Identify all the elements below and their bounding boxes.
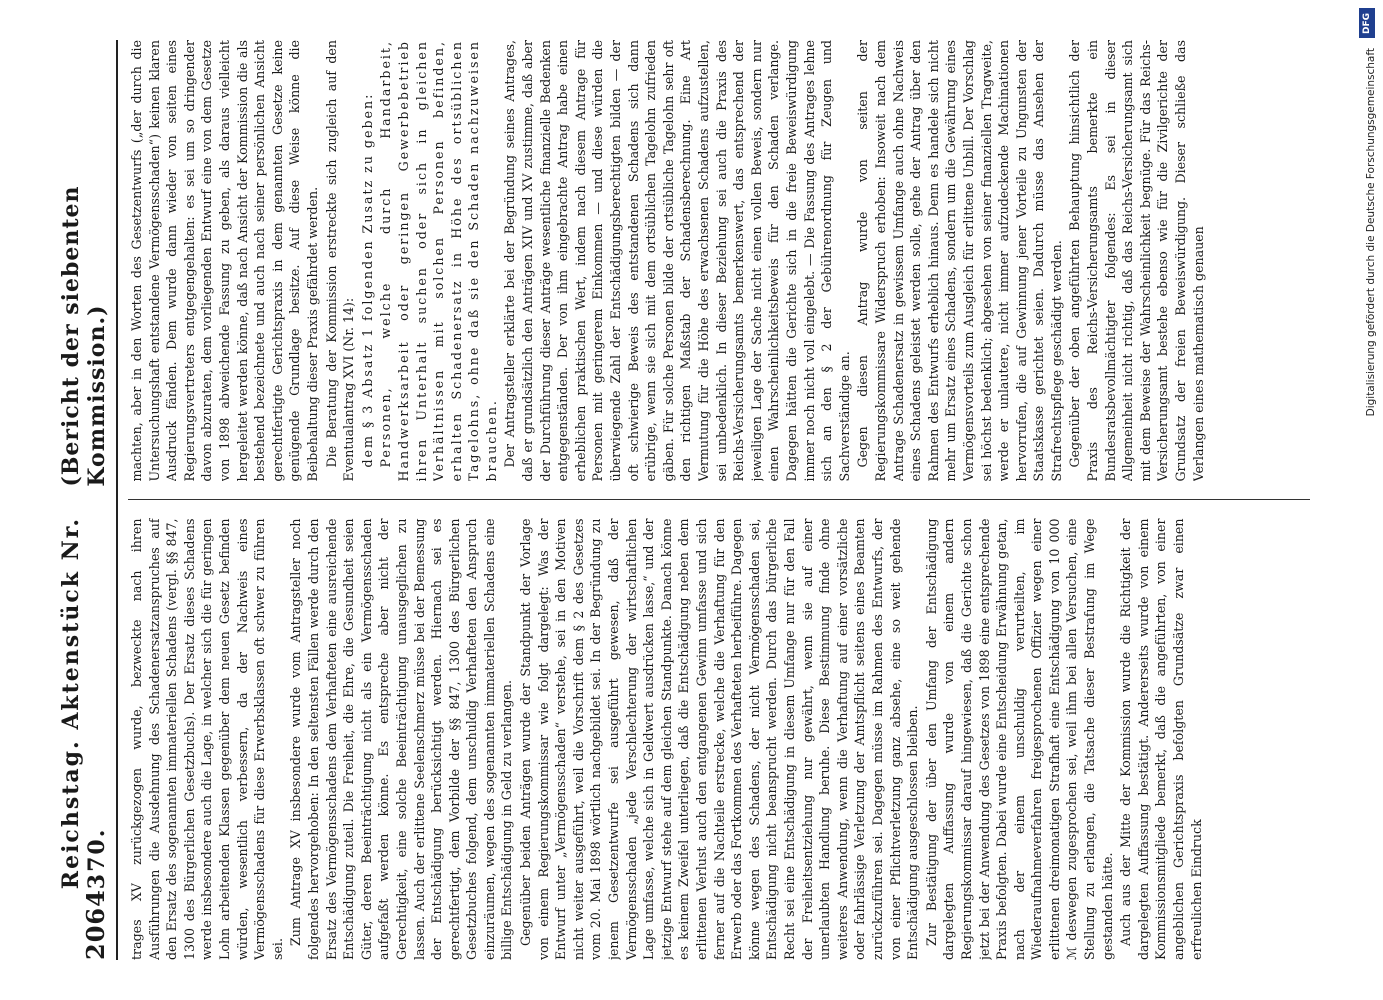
paragraph: machten, aber in den Worten des Gesetzentwurfs („der durch die Untersuchungshaft entstandene Vermögensschaden“) keinen klaren Ausdruck fänden. Dem wurde dann wieder von seiten eines Regierungsvertreters entgegengehalten: es sei um so dringender davon abzuraten, dem vorliegenden Entwurf eine von dem Gesetze von 1898 abweichende Fassung zu geben, als daraus vielleicht hergeleitet werden könne, daß nach Ansicht der Kommission die als bestehend bezeichnete und auch nach seiner persönlichen Ansicht gerechtfertigte Gerichtspraxis in dem genannten Gesetze keine genügende Grundlage besitze. Auf diese Weise könne die Beibehaltung dieser Praxis gefährdet werden. xyxy=(129,40,320,482)
quote-intro: dem § 3 Absatz 1 folgenden Zusatz zu geben: xyxy=(359,92,375,468)
dfg-logo: DFG xyxy=(1359,8,1375,38)
paragraph: Gegen diesen Antrag wurde von seiten der Regierungskommissare Widerspruch erhoben: Insoweit nach dem Antrage Schadenersatz in gewissem Umfange auch ohne Nachweis eines Schadens geleistet werden solle, gehe der Antrag über den Rahmen des Entwurfs erheblich hinaus. Denn es handele sich nicht mehr um Ersatz eines Schadens, sondern um die Gewährung eines Vermögensvorteils zum Ausgleich für erlittene Unbill. Der Vorschlag sei höchst bedenklich; abgesehen von seiner finanziellen Tragweite, werde er unlautere, nicht immer aufzudeckende Machinationen hervorrufen, die auf Gewinnung jener Vorteile zu Ungunsten der Staatskasse gerichtet seien. Dadurch müsse das Ansehen der Strafrechtspflege geschädigt werden. xyxy=(855,40,1064,482)
paragraph: Der Antragsteller erklärte bei der Begründung seines Antrages, daß er grundsätzlich den Anträgen XIV und XV zustimme, daß aber der Durchführung dieser Anträge wesentliche finanzielle Bedenken entgegenständen. Der von ihm eingebrachte Antrag habe einen erheblichen praktischen Wert, indem nach diesem Antrage für Personen mit geringerem Einkommen — und diese würden die überwiegende Zahl der Entschädigungsberechtigten bilden — der oft schwierige Beweis des entstandenen Schadens sich dann erübrige, wenn sie sich mit dem ortsüblichen Tagelohn zufrieden gäben. Für solche Personen bilde der ortsübliche Tagelohn sehr oft den richtigen Maßstab der Schadensberechnung. Eine Art Vermutung für die Höhe des erwachsenen Schadens aufzustellen, sei unbedenklich. In dieser Beziehung sei auch die Praxis des Reichs-Versicherungsamts bemerkenswert, das entsprechend der jeweiligen Lage der Sache nicht einen vollen Beweis, sondern nur einen Wahrscheinlichkeitsbeweis für den Schaden verlange. Dagegen hätten die Gerichte sich in die freie Beweiswürdigung immer noch nicht voll eingelebt. — Die Fassung des Antrages lehne sich an den § 2 der Gebührenordnung für Zeugen und Sachverständige an. xyxy=(502,40,852,482)
section-title: (Bericht der siebenten Kommission.) xyxy=(58,185,110,487)
paragraph: Auch aus der Mitte der Kommission wurde die Richtigkeit der dargelegten Auffassung bestätigt. Andererseits wurde von einem Kommissionsmitgliede bemerkt, daß die angeführten, von einer angeblichen Gerichtspraxis befolgten Grundsätze zwar einen erfreulichen Eindruck xyxy=(1118,518,1204,960)
digitization-note: Digitalisierung gefördert durch die Deutsche Forschungsgemeinschaft xyxy=(1365,48,1377,417)
text-columns xyxy=(128,40,1310,960)
page-number: 2064 xyxy=(81,889,110,960)
left-column xyxy=(128,519,1310,961)
paragraph: Gegenüber beiden Anträgen wurde der Standpunkt der Vorlage von einem Regierungskommissar wie folgt dargelegt: Was der Entwurf unter „Vermögensschaden“ verstehe, sei in den Motiven nicht weiter ausgeführt, weil die Vorschrift dem § 2 des Gesetzes vom 20. Mai 1898 wörtlich nachgebildet sei. In der Begründung zu jenem Gesetzentwurfe sei ausgeführt gewesen, daß der Vermögensschaden „jede Verschlechterung der wirtschaftlichen Lage umfasse, welche sich in Geldwert ausdrücken lasse,“ und der jetzige Entwurf stehe auf dem gleichen Standpunkte. Danach könne es keinem Zweifel unterliegen, daß die Entschädigung neben dem erlittenen Verlust auch den entgangenen Gewinn umfasse und sich ferner auf die Nachteile erstrecke, welche die Verhaftung für den Erwerb oder das Fortkommen des Verhafteten herbeiführe. Dagegen könne wegen des Schadens, der nicht Vermögensschaden sei, Entschädigung nicht beansprucht werden. Durch das bürgerliche Recht sei eine Entschädigung in diesem Umfange nur für den Fall der Freiheitsentziehung nur gewährt, wenn sie auf einer unerlaubten Handlung beruhe. Diese Bestimmung finde ohne weiteres Anwendung, wenn die Verhaftung auf einer vorsätzliche oder fahrlässige Verletzung der Amtspflicht seitens eines Beamten zurückzuführen sei. Dagegen müsse im Rahmen des Entwurfs, der von einer Pflichtverletzung ganz absehe, eine so weit gehende Entschädigung ausgeschlossen bleiben. xyxy=(518,518,921,960)
column-divider xyxy=(128,500,1310,501)
paragraph: Die Beratung der Kommission erstreckte sich zugleich auf den Eventualantrag XVI (Nr. 14): xyxy=(323,40,357,482)
running-title: Reichstag. Aktenstück Nr. 370. xyxy=(58,517,110,890)
paragraph: Gegenüber der oben angeführten Behauptung hinsichtlich der Praxis des Reichs-Versicherungsamts bemerkte ein Bundesratsbevollmächtigter folgendes: Es sei in dieser Allgemeinheit nicht richtig, daß das Reichs-Versicherungsamt sich mit dem Beweise der Wahrscheinlichkeit begnüge. Für das Reichs-Versicherungsamt bestehe ebenso wie für die Zivilgerichte der Grundsatz der freien Beweiswürdigung. Dieser schließe das Verlangen eines mathematisch genauen xyxy=(1067,40,1206,482)
paragraph: Zur Bestätigung der über den Umfang der Entschädigung dargelegten Auffassung wurde von einem andern Regierungskommissar darauf hingewiesen, daß die Gerichte schon jetzt bei der Anwendung des Gesetzes von 1898 eine entsprechende Praxis befolgten. Dabei wurde eine Entscheidung Erwähnung getan, nach der einem unschuldig verurteilten, im Wiederaufnahmeverfahren freigesprochenen Offizier wegen einer erlittenen dreimonatigen Strafhaft eine Entschädigung von 10 000 ℳ deswegen zugesprochen sei, weil ihm bei allen Versuchen, eine Stellung zu erlangen, die Tatsache dieser Bestrafung im Wege gestanden hätte. xyxy=(923,518,1115,960)
page-header xyxy=(58,40,118,960)
paragraph: trages XV zurückgezogen wurde, bezweckte nach ihren Ausführungen die Ausdehnung des Schadenersatzanspruches auf den Ersatz des sogenannten immateriellen Schadens (vergl. §§ 847, 1300 des Bürgerlichen Gesetzbuchs). Der Ersatz dieses Schadens werde insbesondere auch die Lage, in welcher sich die für geringen Lohn arbeitenden Klassen gegenüber dem neuen Gesetz befinden würden, wesentlich verbessern, da der Nachweis eines Vermögensschadens für diese Erwerbsklassen oft schwer zu führen sei. xyxy=(129,518,285,960)
paragraph: Zum Antrage XV insbesondere wurde vom Antragsteller noch folgendes hervorgehoben: In den seltensten Fällen werde durch den Ersatz des Vermögensschadens dem Verhafteten eine ausreichende Entschädigung zuteil. Die Freiheit, die Ehre, die Gesundheit seien Güter, deren Beeinträchtigung nicht als ein Vermögensschaden aufgefaßt werden könne. Es entspreche aber nicht der Gerechtigkeit, eine solche Beeinträchtigung unausgeglichen zu lassen. Auch der erlittene Seelenschmerz müsse bei der Bemessung der Entschädigung berücksichtigt werden. Hiernach sei es gerechtfertigt, dem Vorbilde der §§ 847, 1300 des Bürgerlichen Gesetzbuches folgend, dem unschuldig Verhafteten den Anspruch einzuräumen, wegen des sogenannten immateriellen Schadens eine billige Entschädigung in Geld zu verlangen. xyxy=(288,518,515,960)
quoted-amendment: Personen, welche durch Handarbeit, Handwerksarbeit oder geringen Gewerbebetrieb ihren Unterhalt suchen oder sich in gleichen Verhältnissen mit solchen Personen befinden, erhalten Schadenersatz in Höhe des ortsüblichen Tagelohns, ohne daß sie den Schaden nachzuweisen brauchen. xyxy=(378,40,499,482)
right-column xyxy=(128,40,1310,482)
document-page xyxy=(50,0,1330,1000)
margin-strip xyxy=(1353,0,1383,1000)
